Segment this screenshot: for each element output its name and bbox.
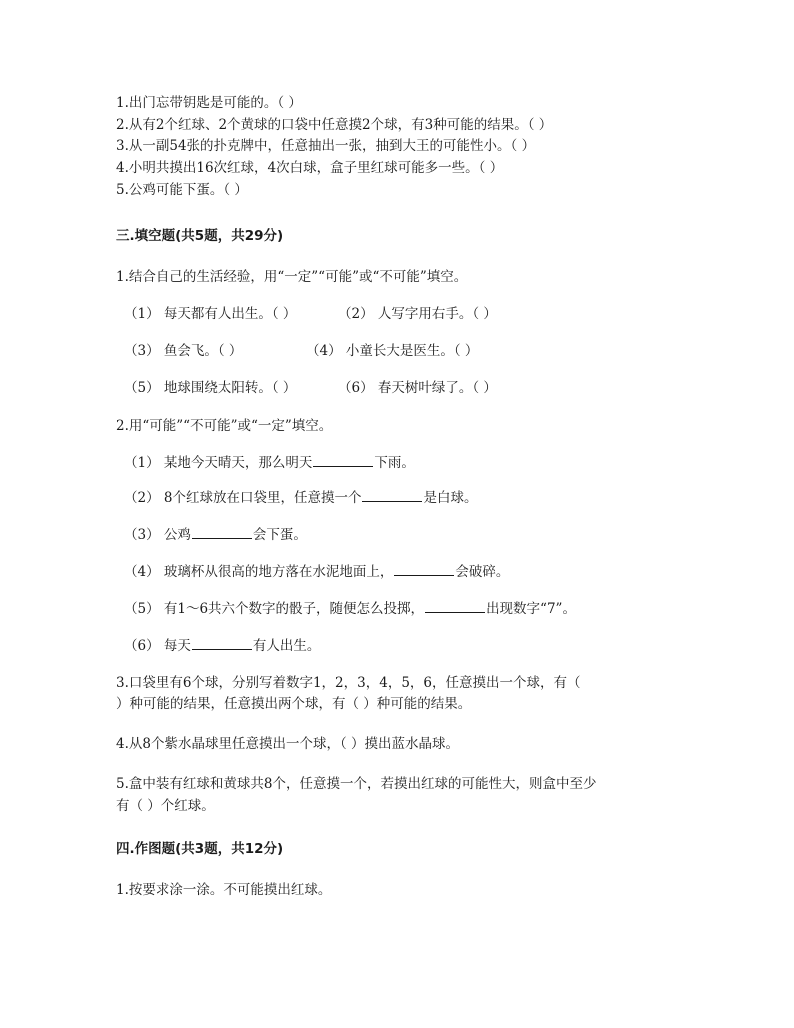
fill-q2-item-1-after: 下雨。 [374,455,415,471]
judgment-question-4: 4.小明共摸出16次红球，4次白球，盒子里红球可能多一些。（ ） [116,160,504,176]
fill-q2-item-2-before: （2） 8个红球放在口袋里，任意摸一个 [124,490,362,506]
fill-q2-item-3-after: 会下蛋。 [252,527,307,543]
fill-q2-item-5-before: （5） 有1～6共六个数字的骰子，随便怎么投掷， [124,601,425,617]
fill-q2-item-3 [124,526,307,544]
fill-q2-item-4-after: 会破碎。 [455,564,510,580]
judgment-question-3: 3.从一副54张的扑克牌中，任意抽出一张，抽到大王的可能性小。（ ） [116,138,536,154]
fill-q2-item-2-after: 是白球。 [423,490,478,506]
fill-q2-item-5-after: 出现数字“7”。 [486,601,576,617]
fill-q1-item-6: （6） 春天树叶绿了。（ ） [338,380,497,396]
fill-question-5-line-2: 有（ ）个红球。 [116,798,215,814]
fill-q2-item-4-before: （4） 玻璃杯从很高的地方落在水泥地面上， [124,564,394,580]
fill-q2-item-6-after: 有人出生。 [252,638,321,654]
fill-question-2-stem: 2.用“可能”“不可能”或“一定”填空。 [116,418,333,434]
section-3-heading: 三.填空题(共5题，共29分) [116,228,284,244]
answer-blank[interactable] [425,600,485,613]
fill-question-5-line-1: 5.盒中装有红球和黄球共8个，任意摸一个，若摸出红球的可能性大，则盒中至少 [116,776,597,792]
fill-q2-item-2 [124,489,477,507]
section-4-heading: 四.作图题(共3题，共12分) [116,841,284,857]
fill-q2-item-1 [124,454,415,472]
fill-q2-item-6 [124,637,320,655]
answer-blank[interactable] [192,526,252,539]
fill-q2-item-5 [124,600,576,618]
answer-blank[interactable] [192,637,252,650]
drawing-question-1: 1.按要求涂一涂。不可能摸出红球。 [116,882,332,898]
judgment-question-5: 5.公鸡可能下蛋。（ ） [116,182,248,198]
fill-q1-item-3: （3） 鱼会飞。（ ） [124,343,243,359]
answer-blank[interactable] [313,454,373,467]
fill-question-4: 4.从8个紫水晶球里任意摸出一个球，（ ）摸出蓝水晶球。 [116,736,460,752]
answer-blank[interactable] [394,563,454,576]
fill-q2-item-3-before: （3） 公鸡 [124,527,191,543]
fill-question-3-line-1: 3.口袋里有6个球，分别写着数字1，2，3，4，5，6，任意摸出一个球，有（ [116,675,581,691]
fill-q1-item-4: （4） 小童长大是医生。（ ） [306,343,479,359]
fill-q1-item-1: （1） 每天都有人出生。（ ） [124,306,297,322]
judgment-question-1: 1.出门忘带钥匙是可能的。（ ） [116,95,302,111]
fill-question-1-stem: 1.结合自己的生活经验，用“一定”“可能”或“不可能”填空。 [116,269,468,285]
fill-q1-item-2: （2） 人写字用右手。（ ） [338,306,497,322]
fill-q2-item-6-before: （6） 每天 [124,638,191,654]
fill-question-3-line-2: ）种可能的结果，任意摸出两个球，有（ ）种可能的结果。 [116,696,472,712]
fill-q1-item-5: （5） 地球围绕太阳转。（ ） [124,380,297,396]
answer-blank[interactable] [362,489,422,502]
fill-q2-item-1-before: （1） 某地今天晴天，那么明天 [124,455,313,471]
judgment-question-2: 2.从有2个红球、2个黄球的口袋中任意摸2个球，有3种可能的结果。（ ） [116,117,553,133]
fill-q2-item-4 [124,563,509,581]
